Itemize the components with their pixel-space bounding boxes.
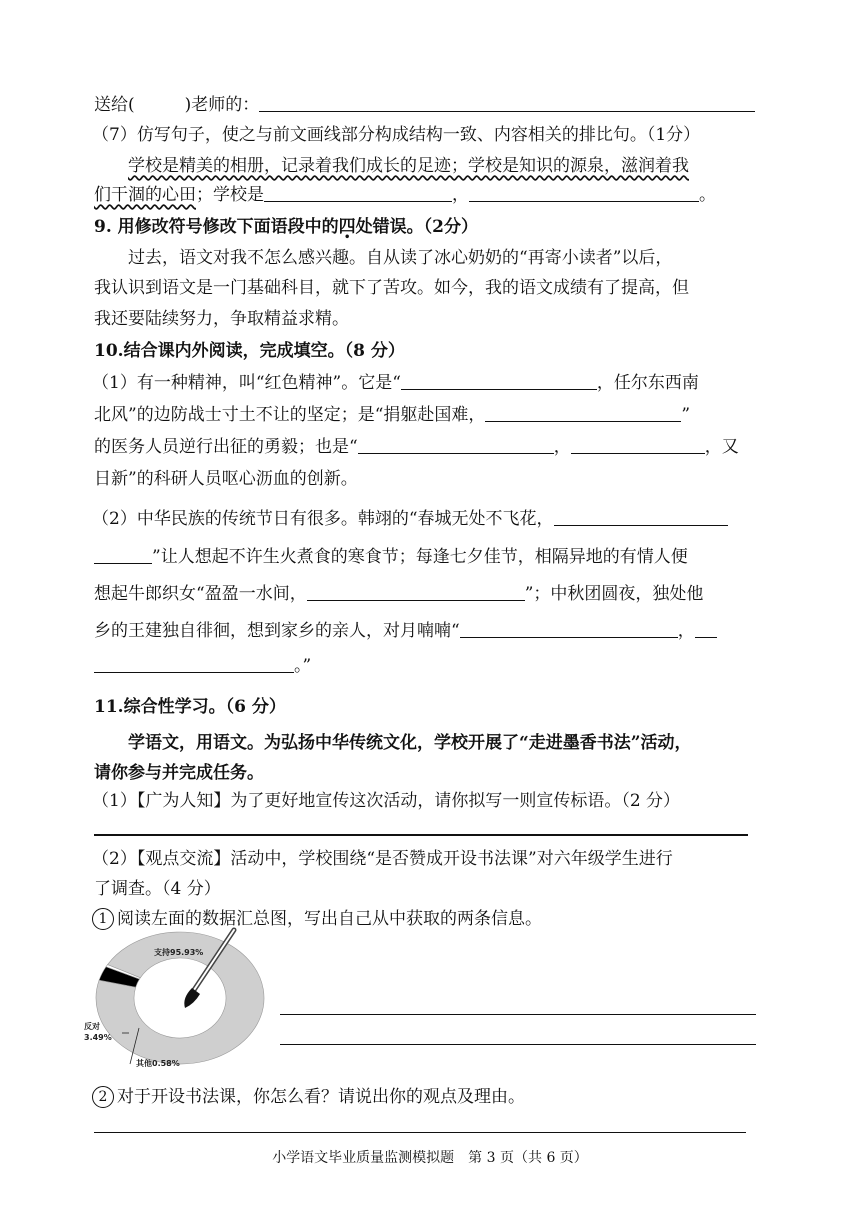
q10-1-line1: （1）有一种精神，叫“红色精神”。它是“ ，任尔东西南 xyxy=(92,373,699,393)
answer-blank[interactable] xyxy=(695,619,717,638)
answer-blank[interactable] xyxy=(264,183,452,202)
q10-1-line2: 北风”的边防战士寸土不让的坚定；是“捐躯赴国难， ” xyxy=(94,405,691,425)
answer-blank[interactable] xyxy=(571,435,705,454)
answer-blank[interactable] xyxy=(401,371,597,390)
q10-2-line4: 乡的王建独自徘徊，想到家乡的亲人，对月喃喃“ ， xyxy=(94,618,794,644)
label-support: 支持95.93% xyxy=(154,948,204,957)
circled-number-2: 2 xyxy=(92,1086,114,1108)
answer-line[interactable] xyxy=(280,1044,756,1045)
q10-1-line3: 的医务人员逆行出征的勇毅；也是“ ， ，又 xyxy=(94,437,739,457)
label-oppose-line2: 3.49% xyxy=(84,1033,112,1042)
q11-subtask1: 1 阅读左面的数据汇总图，写出自己从中获取的两条信息。 xyxy=(92,906,792,932)
answer-blank[interactable] xyxy=(469,183,699,202)
q9-line3: 我还要陆续努力，争取精益求精。 xyxy=(94,309,349,329)
q9-title: 9. 用修改符号修改下面语段中的四处错误。（2分） xyxy=(94,217,479,237)
label-oppose-line1: 反对 xyxy=(84,1022,100,1031)
answer-blank[interactable] xyxy=(554,507,728,526)
q10-2-line5: 。” xyxy=(94,653,794,679)
answer-blank[interactable] xyxy=(259,93,755,112)
q11-task2-line2: 了调查。（4 分） xyxy=(94,879,221,899)
q11-subtask2: 2 对于开设书法课，你怎么看？请说出你的观点及理由。 xyxy=(92,1084,792,1110)
q10-1-line4: 日新”的科研人员呕心沥血的创新。 xyxy=(94,469,358,489)
answer-line[interactable] xyxy=(94,834,748,836)
answer-blank[interactable] xyxy=(307,582,525,601)
q11-title: 11.综合性学习。（6 分） xyxy=(94,697,286,717)
q9-line2: 我认识到语文是一门基础科目，就下了苦攻。如今，我的语文成绩有了提高，但 xyxy=(94,278,689,298)
q8-7-sample-line2: 们干涸的心田；学校是 ， 。 xyxy=(94,185,716,205)
answer-blank[interactable] xyxy=(460,619,678,638)
q10-2-line3: 想起牛郎织女“盈盈一水间， ”；中秋团圆夜，独处他 xyxy=(94,584,704,604)
q11-intro-line1: 学语文，用语文。为弘扬中华传统文化，学校开展了“走进墨香书法”活动， xyxy=(128,733,692,753)
q8-tail-line: 送给( )老师的： xyxy=(94,92,794,118)
circled-number-1: 1 xyxy=(92,908,114,930)
answer-blank[interactable] xyxy=(94,545,152,564)
answer-blank[interactable] xyxy=(358,435,554,454)
q11-intro-line2: 请你参与并完成任务。 xyxy=(94,763,264,783)
q11-task2-line1: （2）【观点交流】活动中，学校围绕“是否赞成开设书法课”对六年级学生进行 xyxy=(92,849,673,869)
answer-line[interactable] xyxy=(94,1132,746,1133)
q10-title: 10.结合课内外阅读，完成填空。（8 分） xyxy=(94,341,405,361)
label-other: 其他0.58% xyxy=(136,1059,180,1068)
survey-donut-chart xyxy=(82,916,282,1076)
q9-line1: 过去，语文对我不怎么感兴趣。自从读了冰心奶奶的“再寄小读者”以后， xyxy=(128,248,673,268)
answer-blank[interactable] xyxy=(485,403,681,422)
answer-line[interactable] xyxy=(280,1014,756,1015)
q10-2-line2: ”让人想起不许生火煮食的寒食节；每逢七夕佳节，相隔异地的有情人便 xyxy=(94,544,794,570)
q8-7-label: （7）仿写句子，使之与前文画线部分构成结构一致、内容相关的排比句。（1分） xyxy=(92,125,701,145)
page-footer: 小学语文毕业质量监测模拟题 第 3 页（共 6 页） xyxy=(272,1150,588,1166)
q8-7-sample-line1: 学校是精美的相册，记录着我们成长的足迹；学校是知识的源泉，滋润着我 xyxy=(128,156,689,176)
q10-2-line1: （2）中华民族的传统节日有很多。韩翊的“春城无处不飞花， xyxy=(92,506,792,532)
q11-task1: （1）【广为人知】为了更好地宣传这次活动，请你拟写一则宣传标语。（2 分） xyxy=(92,791,681,811)
answer-blank[interactable] xyxy=(94,654,294,673)
